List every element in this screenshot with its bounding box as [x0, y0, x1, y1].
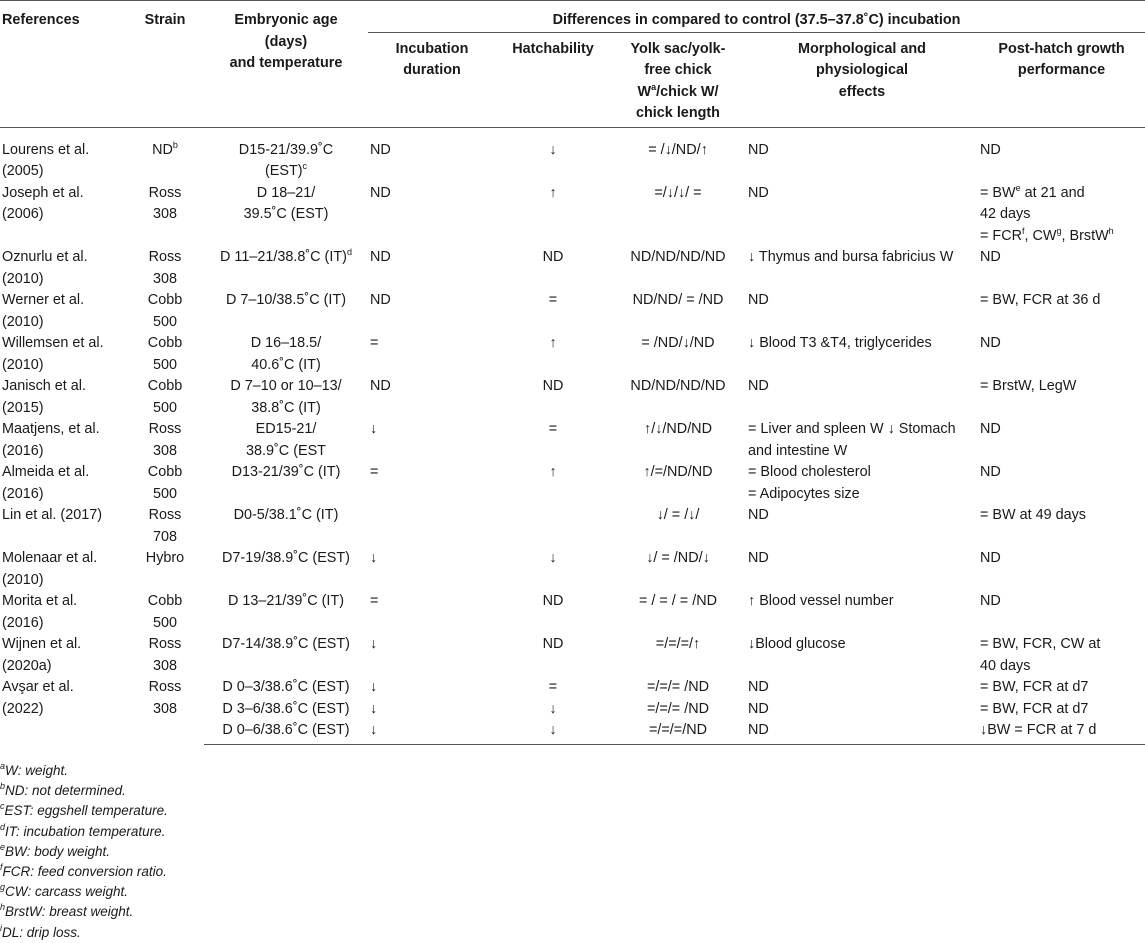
cell-post-hatch-growth: ND [980, 249, 1001, 265]
table-row [0, 376, 1145, 419]
cell-incubation-duration: = [370, 335, 379, 351]
cell-yolk-sac: ↓/ = /ND/↓ [646, 550, 710, 566]
cell-post-hatch-growth: = BW at 49 days [980, 507, 1086, 523]
cell-yolk-sac: = /↓/ND/↑ [648, 141, 708, 158]
cell-post-hatch-growth: ↓BW = FCR at 7 d [978, 720, 1145, 744]
table-row [0, 677, 1145, 699]
cell-hatchability [496, 505, 610, 548]
footnotes [0, 761, 168, 943]
cell-yolk-sac: =/=/=/↑ [655, 636, 701, 652]
cell-embryonic-age: D 7–10/38.5˚C (IT) [226, 292, 346, 308]
footnote: $^a$W: weight. [0, 761, 69, 778]
cell-incubation-duration: ND [370, 141, 391, 158]
cell-hatchability: ND [542, 593, 564, 609]
cell-strain: Cobb 500 [147, 464, 183, 502]
cell-yolk-sac: =/↓/↓/ = [654, 184, 702, 201]
cell-incubation-duration: ↓ [370, 679, 378, 695]
cell-incubation-duration: ND [370, 184, 391, 201]
header-strain: Strain [144, 12, 186, 28]
cell-yolk-sac: =/=/= /ND [647, 679, 709, 695]
cell-reference: Avşar et al. (2022) [2, 679, 74, 717]
footnote: $^f$FCR: feed conversion ratio. [0, 862, 167, 880]
table-row [0, 333, 1145, 376]
cell-post-hatch-growth: ND [980, 335, 1001, 351]
header-incubation-duration: Incubation duration [395, 40, 469, 78]
footnote: $^i$DL: drip loss. [0, 922, 81, 940]
cell-post-hatch-growth: ND [980, 141, 1001, 158]
cell-yolk-sac: = / = / = /ND [639, 593, 717, 609]
cell-strain: Cobb 500 [147, 378, 183, 416]
header-embryonic-age: Embryonic age (days) and temperature [229, 12, 343, 71]
cell-post-hatch-growth: = BW, FCR at 36 d [980, 292, 1101, 308]
cell-post-hatch-growth: ND [980, 464, 1001, 480]
footnote: $^h$BrstW: breast weight. [0, 902, 134, 920]
table-row [0, 127, 1145, 183]
cell-yolk-sac: ↑/↓/ND/ND [644, 421, 712, 437]
cell-reference: Joseph et al. (2006) [2, 184, 84, 222]
cell-morphological-effects: ND [748, 679, 769, 695]
cell-reference: Oznurlu et al. (2010) [2, 249, 88, 287]
cell-incubation-duration [368, 505, 496, 548]
cell-yolk-sac: =/=/= /ND [647, 700, 709, 717]
table-row [0, 290, 1145, 333]
cell-hatchability: ↓ [496, 720, 610, 744]
table-row [0, 247, 1145, 290]
cell-incubation-duration: = [370, 593, 379, 609]
table-row [0, 634, 1145, 677]
table-row [0, 419, 1145, 462]
footnote: $^c$EST: eggshell temperature. [0, 801, 168, 819]
cell-embryonic-age: D 0–3/38.6˚C (EST) [222, 679, 350, 695]
cell-strain: Ross 308 [148, 421, 182, 459]
cell-incubation-duration: ↓ [368, 720, 496, 744]
cell-incubation-duration: ND [370, 249, 391, 265]
table-row [0, 505, 1145, 548]
cell-post-hatch-growth: ND [980, 550, 1001, 566]
cell-incubation-duration: ↓ [370, 636, 378, 652]
cell-morphological-effects: ND [748, 292, 769, 308]
cell-morphological-effects: ND [748, 184, 769, 201]
cell-reference: Almeida et al. (2016) [2, 464, 90, 502]
cell-reference: Werner et al. (2010) [2, 292, 85, 330]
cell-reference: Molenaar et al. (2010) [2, 550, 98, 588]
cell-hatchability: ND [542, 249, 564, 265]
cell-incubation-duration: ↓ [370, 550, 378, 566]
cell-embryonic-age: D 11–21/38.8˚C (IT)$^d$ [220, 247, 352, 265]
cell-embryonic-age: D0-5/38.1˚C (IT) [233, 507, 339, 523]
cell-yolk-sac: ↑/=/ND/ND [643, 464, 713, 480]
cell-post-hatch-growth: ND [980, 593, 1001, 609]
cell-embryonic-age: D13-21/39˚C (IT) [231, 464, 341, 480]
header-hatchability: Hatchability [512, 40, 594, 57]
header-differences: Differences in compared to control (37.5–37.8˚C) incubation [368, 1, 1145, 33]
cell-post-hatch-growth: = BW, FCR at d7 [980, 679, 1089, 695]
cell-hatchability: ↓ [549, 700, 557, 717]
cell-incubation-duration: ND [370, 292, 391, 308]
cell-yolk-sac: ND/ND/ND/ND [630, 378, 726, 394]
cell-morphological-effects: ND [748, 550, 769, 566]
cell-embryonic-age: D 13–21/39˚C (IT) [228, 593, 344, 609]
header-yolk-sac: Yolk sac/yolk- free chick $W^a$/chick W/ chick length [630, 40, 726, 121]
cell-strain: Hybro [145, 550, 185, 566]
cell-morphological-effects: ↓Blood glucose [748, 636, 846, 652]
footnote: $^g$CW: carcass weight. [0, 882, 129, 900]
cell-morphological-effects: ND [748, 700, 769, 717]
cell-morphological-effects: ND [748, 141, 769, 158]
cell-reference: Janisch et al. (2015) [2, 378, 86, 416]
cell-reference: Lourens et al. (2005) [2, 141, 90, 179]
cell-post-hatch-growth: = BW, FCR at d7 [980, 700, 1089, 717]
cell-yolk-sac: =/=/=/ND [610, 720, 746, 744]
cell-hatchability: = [548, 421, 558, 437]
cell-post-hatch-growth: = $BW^e$ at 21 and 42 days = $FCR^f$, $CW^g$, BrstW$^h$ [980, 182, 1114, 244]
cell-embryonic-age: D7-14/38.9˚C (EST) [222, 636, 350, 652]
cell-strain: Ross 308 [148, 184, 182, 222]
cell-post-hatch-growth: ND [980, 421, 1001, 437]
cell-embryonic-age: D 18–21/ 39.5˚C (EST) [243, 184, 329, 222]
cell-strain: Cobb 500 [147, 593, 183, 631]
cell-morphological-effects: ↓ Thymus and bursa fabricius W [748, 249, 954, 265]
cell-hatchability: = [548, 679, 558, 695]
footnote: $^b$ND: not determined. [0, 781, 126, 799]
cell-hatchability: ↓ [549, 550, 557, 566]
footnote: $^e$BW: body weight. [0, 841, 111, 859]
cell-strain: Ross 308 [148, 636, 182, 674]
cell-morphological-effects: ND [748, 378, 769, 394]
cell-embryonic-age: D 3–6/38.6˚C (EST) [222, 700, 350, 717]
cell-reference: Morita et al. (2016) [2, 593, 78, 631]
cell-embryonic-age: ED15-21/ 38.9˚C (EST [246, 421, 326, 459]
cell-morphological-effects: = Blood cholesterol = Adipocytes size [748, 464, 871, 502]
cell-embryonic-age: D7-19/38.9˚C (EST) [222, 550, 350, 566]
cell-post-hatch-growth: = BrstW, LegW [980, 378, 1077, 394]
cell-hatchability: ND [542, 378, 564, 394]
header-post-hatch-growth: Post-hatch growth performance [998, 40, 1125, 78]
cell-incubation-duration: ↓ [370, 421, 378, 437]
cell-yolk-sac: ND/ND/ND/ND [630, 249, 726, 265]
cell-reference: Willemsen et al. (2010) [2, 335, 104, 373]
cell-post-hatch-growth: = BW, FCR, CW at 40 days [980, 636, 1101, 674]
cell-hatchability: ND [542, 636, 564, 652]
cell-morphological-effects: ND [746, 720, 978, 744]
cell-yolk-sac: ↓/ = /↓/ [656, 507, 700, 523]
cell-yolk-sac: ND/ND/ = /ND [632, 292, 724, 308]
cell-embryonic-age: D15-21/39.9˚C (EST)$^c$ [238, 141, 334, 179]
cell-morphological-effects: ND [748, 507, 769, 523]
cell-reference: Maatjens, et al. (2016) [2, 421, 100, 459]
cell-morphological-effects: ↓ Blood T3 &T4, triglycerides [748, 335, 932, 351]
cell-strain: Ross 308 [148, 249, 182, 287]
cell-incubation-duration: ND [370, 378, 391, 394]
cell-hatchability: ↓ [549, 141, 557, 158]
cell-strain: Cobb 500 [147, 335, 183, 373]
header-morphological-effects: Morphological and physiological effects [798, 40, 926, 100]
cell-embryonic-age: D 16–18.5/ 40.6˚C (IT) [250, 335, 322, 373]
cell-strain: Ross 308 [148, 679, 182, 717]
cell-strain: Cobb 500 [147, 292, 183, 330]
table-row [0, 548, 1145, 591]
cell-hatchability: ↑ [549, 464, 557, 480]
cell-yolk-sac: = /ND/↓/ND [641, 335, 715, 351]
cell-morphological-effects: ↑ Blood vessel number [748, 593, 894, 609]
header-references: References [2, 12, 80, 28]
cell-strain: Ross 708 [148, 507, 182, 545]
cell-incubation-duration: ↓ [370, 700, 378, 717]
cell-reference: Lin et al. (2017) [2, 507, 102, 523]
cell-hatchability: = [548, 292, 558, 308]
table-row [0, 183, 1145, 248]
cell-incubation-duration: = [370, 464, 379, 480]
cell-hatchability: ↑ [549, 335, 557, 351]
cell-embryonic-age: D 0–6/38.6˚C (EST) [204, 720, 368, 744]
table-row [0, 462, 1145, 505]
cell-strain: $ND^b$ [152, 139, 178, 158]
cell-hatchability: ↑ [549, 184, 557, 201]
table-row [0, 591, 1145, 634]
cell-reference: Wijnen et al. (2020a) [2, 636, 82, 674]
footnote: $^d$IT: incubation temperature. [0, 821, 166, 839]
cell-embryonic-age: D 7–10 or 10–13/ 38.8˚C (IT) [230, 378, 342, 416]
cell-morphological-effects: = Liver and spleen W ↓ Stomach and intestine W [748, 421, 956, 459]
